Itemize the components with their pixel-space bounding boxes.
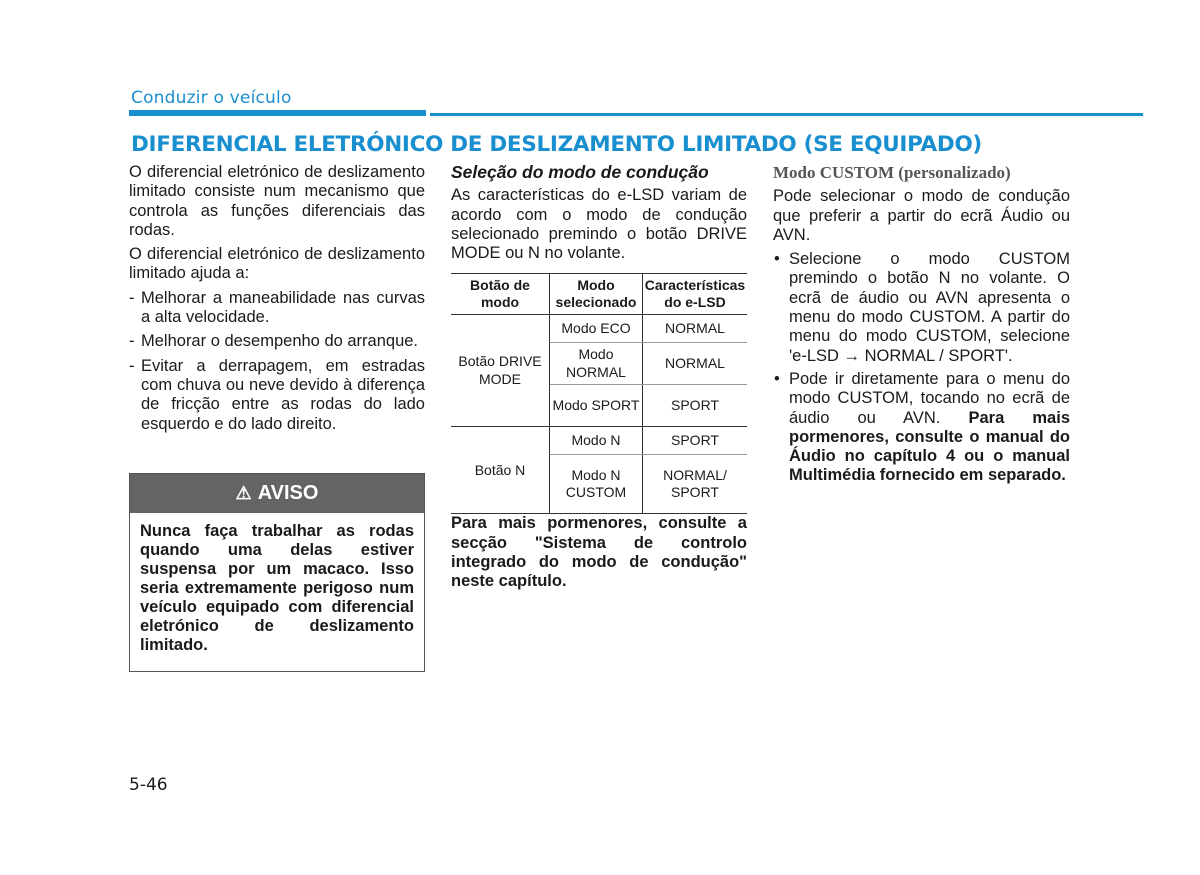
page-number: 5-46 bbox=[129, 775, 168, 795]
table-cell: Modo ECO bbox=[550, 315, 643, 343]
table-header-cell: Modo selecionado bbox=[550, 274, 643, 315]
benefits-list bbox=[129, 289, 425, 434]
table-header-cell: Botão de modo bbox=[451, 274, 550, 315]
column-left bbox=[129, 163, 425, 439]
custom-mode-heading: Modo CUSTOM (personalizado) bbox=[773, 163, 1011, 182]
table-cell: Modo SPORT bbox=[550, 385, 643, 427]
list-item: - Melhorar a maneabilidade nas curvas a alta velocidade. bbox=[129, 289, 425, 328]
list-item: • Selecione o modo CUSTOM premindo o botão N no volante. O ecrã de áudio ou AVN apresenta o menu do modo CUSTOM. A partir do menu do modo CUSTOM, selecione 'e-LSD → NORMAL / SPORT'. bbox=[773, 250, 1070, 366]
header-rule-thick bbox=[129, 110, 426, 116]
warning-title: AVISO bbox=[257, 482, 319, 504]
list-item: - Melhorar o desempenho do arranque. bbox=[129, 332, 425, 351]
drive-mode-note: Para mais pormenores, consulte a secção "Sistema de controlo integrado do modo de condução" neste capítulo. bbox=[451, 514, 747, 591]
list-item bbox=[773, 370, 1070, 486]
warning-header bbox=[130, 474, 424, 513]
table-group-cell: Botão N bbox=[451, 427, 550, 514]
section-label: Conduzir o veículo bbox=[131, 88, 292, 108]
table-row bbox=[451, 427, 747, 455]
list-item-text: Pode ir diretamente para o menu do modo CUSTOM, tocando no ecrã de áudio ou AVN. bbox=[789, 369, 1070, 427]
column-middle bbox=[451, 163, 747, 592]
custom-mode-intro: Pode selecionar o modo de condução que preferir a partir do ecrã Áudio ou AVN. bbox=[773, 187, 1070, 244]
table-cell: Modo N CUSTOM bbox=[550, 455, 643, 514]
mode-table bbox=[451, 273, 747, 514]
table-header-cell: Características do e-LSD bbox=[643, 274, 748, 315]
table-cell: Modo N bbox=[550, 427, 643, 455]
warning-text: Nunca faça trabalhar as rodas quando uma delas estiver suspensa por um macaco. Isso seria extremamente perigoso num veículo equipado com diferencial eletrónico de deslizamento limitado. bbox=[140, 522, 414, 654]
table-cell: NORMAL/ SPORT bbox=[643, 455, 748, 514]
table-cell: NORMAL bbox=[643, 315, 748, 343]
table-row bbox=[451, 315, 747, 343]
list-item-bold-text: Para mais pormenores, consulte o manual do Áudio no capítulo 4 ou o manual Multimédia fornecido em separado. bbox=[789, 408, 1070, 485]
table-group-cell: Botão DRIVE MODE bbox=[451, 315, 550, 427]
table-cell: Modo NORMAL bbox=[550, 343, 643, 385]
table-cell: SPORT bbox=[643, 427, 748, 455]
column-right bbox=[773, 163, 1070, 490]
page-title: DIFERENCIAL ELETRÓNICO DE DESLIZAMENTO LIMITADO (SE EQUIPADO) bbox=[131, 132, 982, 157]
list-item: - Evitar a derrapagem, em estradas com chuva ou neve devido à diferença de fricção entre as rodas do lado esquerdo e do lado direito. bbox=[129, 357, 425, 434]
header-rule-thin bbox=[430, 113, 1143, 116]
drive-mode-heading: Seleção do modo de condução bbox=[451, 162, 709, 182]
drive-mode-intro: As características do e-LSD variam de acordo com o modo de condução selecionado premindo o botão DRIVE MODE ou N no volante. bbox=[451, 186, 747, 263]
warning-triangle-icon: ⚠ bbox=[235, 483, 252, 503]
intro-paragraph: O diferencial eletrónico de deslizamento limitado consiste num mecanismo que controla as funções diferenciais das rodas. bbox=[129, 163, 425, 239]
warning-box bbox=[129, 473, 425, 672]
table-cell: SPORT bbox=[643, 385, 748, 427]
custom-mode-list bbox=[773, 250, 1070, 486]
table-cell: NORMAL bbox=[643, 343, 748, 385]
helps-paragraph: O diferencial eletrónico de deslizamento limitado ajuda a: bbox=[129, 245, 425, 283]
